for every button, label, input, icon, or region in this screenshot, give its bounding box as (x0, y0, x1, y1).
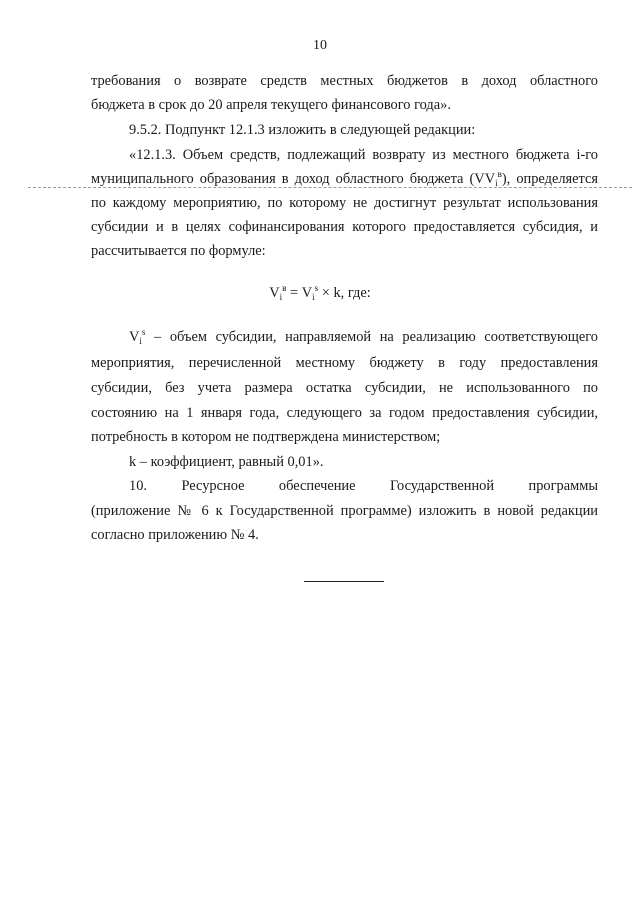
times-k: × k (318, 285, 341, 301)
text-fragment: муниципального образования в доход областного бюджета (V (91, 171, 485, 187)
subscript-i: i (279, 292, 283, 302)
equals-sign: = (286, 285, 302, 301)
end-of-text-rule (304, 581, 384, 582)
superscript-s: s (314, 283, 319, 293)
paragraph-line: бюджета в срок до 20 апреля текущего финансового года». (91, 97, 451, 113)
paragraph-line (129, 328, 598, 346)
paragraph-line (91, 170, 598, 188)
paragraph-line: k – коэффициент, равный 0,01». (129, 454, 324, 470)
paragraph-line: субсидии и в целях софинансирования которого предоставляется субсидия, и (91, 219, 598, 235)
superscript-v: в (282, 283, 287, 293)
variable-v: V (269, 285, 280, 301)
paragraph-line: по каждому мероприятию, по которому не достигнут результат использования (91, 195, 598, 211)
paragraph-line: «12.1.3. Объем средств, подлежащий возврату из местного бюджета i-го (129, 147, 598, 163)
paragraph-line: 10. Ресурсное обеспечение Государственной программы (129, 478, 598, 494)
paragraph-line: рассчитывается по формуле: (91, 243, 266, 259)
page-number: 10 (313, 38, 327, 53)
paragraph-line: (приложение № 6 к Государственной программе) изложить в новой редакции (91, 503, 598, 519)
paragraph-line: согласно приложению № 4. (91, 527, 259, 543)
subscript-i: i (139, 336, 142, 346)
text-fragment: – объем субсидии, направляемой на реализацию соответствующего (145, 329, 598, 345)
paragraph-line: субсидии, без учета размера остатка субсидии, не использованного по (91, 380, 598, 396)
variable-v: V (484, 171, 496, 187)
subscript-i: i (312, 292, 315, 302)
subscript-i: i (495, 178, 498, 188)
superscript-s: s (141, 327, 146, 337)
formula-tail: , где: (340, 285, 371, 301)
page-fold-mark (28, 187, 632, 188)
paragraph-line: состоянию на 1 января года, следующего за годом предоставления субсидии, (91, 405, 598, 421)
paragraph-line: требования о возврате средств местных бюджетов в доход областного (91, 73, 598, 89)
paragraph-line: мероприятия, перечисленной местному бюджету в году предоставления (91, 355, 598, 371)
paragraph-line: 9.5.2. Подпункт 12.1.3 изложить в следующей редакции: (129, 122, 476, 138)
formula (0, 284, 640, 302)
variable-v: V (301, 285, 313, 301)
superscript-v: в (497, 169, 502, 179)
variable-v: V (129, 329, 140, 345)
paragraph-line: потребность в котором не подтверждена министерством; (91, 429, 441, 445)
text-fragment: ), определяется (501, 171, 598, 187)
